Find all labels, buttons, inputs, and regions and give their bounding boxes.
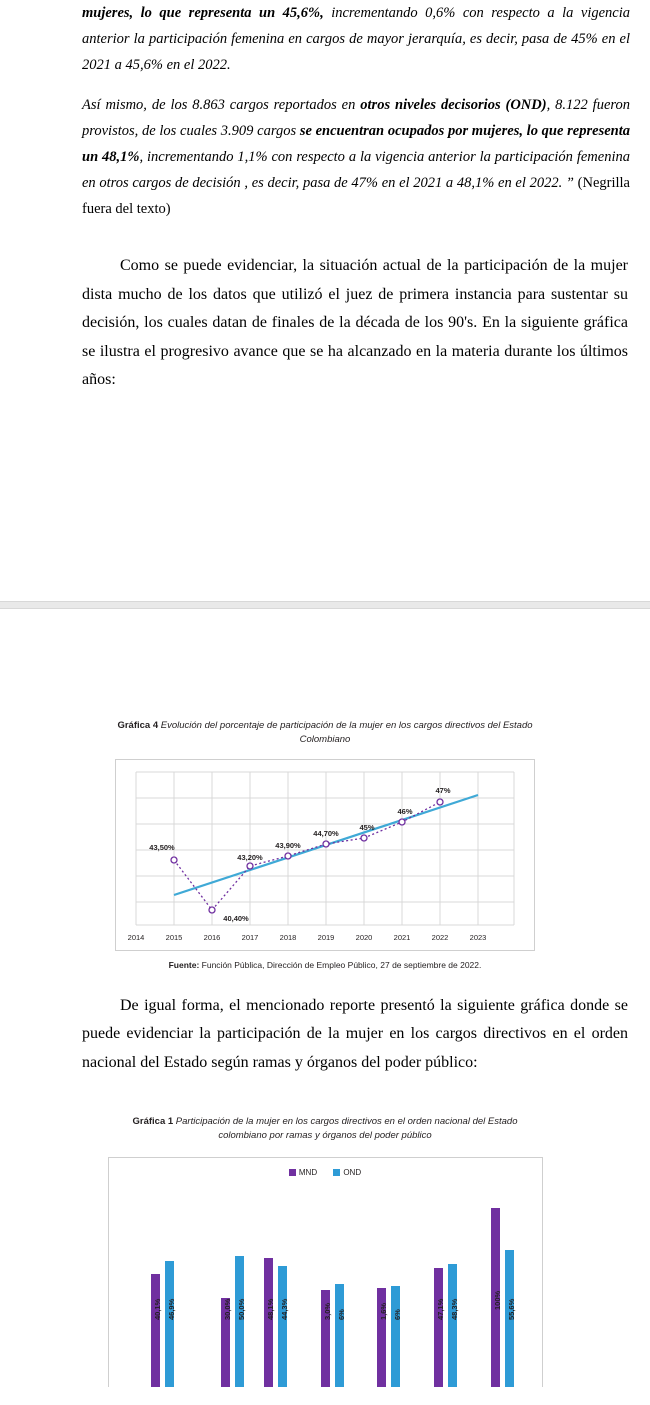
figure-2-chart bbox=[108, 1157, 543, 1387]
figure-2-caption bbox=[0, 1115, 650, 1143]
quote-2-part-3: , 8.122 fueron provistos, de los cuales 3.909 cargos bbox=[82, 97, 630, 139]
quote-1-bold-part: mujeres, lo que representa un 45,6%, bbox=[82, 5, 324, 21]
quote-paragraph-2 bbox=[82, 92, 630, 222]
svg-text:2017: 2017 bbox=[241, 932, 259, 942]
quote-paragraph-1 bbox=[82, 0, 630, 78]
body-paragraph-2-text: De igual forma, el mencionado reporte presentó la siguiente gráfica donde se puede evidenciar la participación de la mujer en los cargos directivos en el orden nacional del Estado según ramas y órganos del poder público: bbox=[82, 996, 628, 1071]
svg-text:43,90%: 43,90% bbox=[275, 840, 301, 850]
bar-ond-3 bbox=[278, 1266, 287, 1387]
figure-1-source bbox=[0, 960, 650, 970]
bar-mnd-5 bbox=[377, 1288, 386, 1387]
legend-item-mnd bbox=[289, 1168, 317, 1177]
svg-text:44,3%: 44,3% bbox=[279, 1298, 289, 1320]
quote-2-part-5: , incrementando 1,1% con respecto a la vigencia anterior la participación femenina en otros cargos de decisión , es decir, pasa de 47% en el 2021 a 48,1% en el 2022. ” bbox=[82, 149, 630, 191]
svg-text:40,1%: 40,1% bbox=[152, 1298, 162, 1320]
svg-text:6%: 6% bbox=[336, 1309, 346, 1320]
figure-2-caption-text: Participación de la mujer en los cargos directivos en el orden nacional del Estado colombiano por ramas y órganos del poder público bbox=[173, 1116, 518, 1141]
legend-label-ond: OND bbox=[343, 1168, 362, 1177]
figure-1-spacer bbox=[0, 970, 650, 992]
line-chart-svg bbox=[116, 760, 534, 950]
figure-1-source-text: Función Pública, Dirección de Empleo Público, 27 de septiembre de 2022. bbox=[199, 959, 482, 970]
svg-text:47%: 47% bbox=[435, 785, 451, 795]
svg-text:3,0%: 3,0% bbox=[322, 1302, 332, 1320]
svg-text:2014: 2014 bbox=[127, 932, 145, 942]
figure-2-legend bbox=[109, 1168, 542, 1177]
svg-text:45%: 45% bbox=[359, 822, 375, 832]
body-paragraph-1-text: Como se puede evidenciar, la situación actual de la participación de la mujer dista mucho de los datos que utilizó el juez de primera instancia para sustentar su decisión, los cuales datan de finales de la década de los 90's. En la siguiente gráfica se ilustra el progresivo avance que se ha alcanzado en la materia durante los últimos años: bbox=[82, 257, 628, 388]
legend-item-ond bbox=[333, 1168, 361, 1177]
quote-2-part-6: (Negrilla fuera del texto) bbox=[82, 175, 630, 217]
bar-chart-svg bbox=[109, 1188, 542, 1387]
figure-1-caption-text: Evolución del porcentaje de participación de la mujer en los cargos directivos del Estado Colombiano bbox=[158, 719, 533, 745]
x-axis-tick-labels bbox=[128, 933, 487, 942]
bar-mnd-1 bbox=[151, 1274, 160, 1387]
svg-text:2015: 2015 bbox=[165, 932, 183, 942]
svg-text:100%: 100% bbox=[492, 1290, 502, 1310]
legend-swatch-ond bbox=[333, 1169, 340, 1176]
bar-ond-2 bbox=[235, 1256, 244, 1387]
svg-text:48,1%: 48,1% bbox=[265, 1298, 275, 1320]
blank-space bbox=[0, 409, 650, 579]
svg-text:1,6%: 1,6% bbox=[378, 1302, 388, 1320]
paragraph-spacer bbox=[82, 236, 630, 252]
svg-text:43,50%: 43,50% bbox=[149, 842, 175, 852]
svg-text:2022: 2022 bbox=[431, 932, 449, 942]
bar-ond-5 bbox=[391, 1286, 400, 1387]
figure-1 bbox=[0, 609, 650, 970]
body-paragraph-1 bbox=[82, 252, 630, 395]
figure-1-caption bbox=[0, 719, 650, 747]
svg-text:2016: 2016 bbox=[203, 932, 221, 942]
svg-text:2018: 2018 bbox=[279, 932, 297, 942]
figure-2 bbox=[0, 1091, 650, 1387]
svg-text:2019: 2019 bbox=[317, 932, 335, 942]
bar-ond-1 bbox=[165, 1261, 174, 1387]
svg-text:43,20%: 43,20% bbox=[237, 852, 263, 862]
bar-ond-6 bbox=[448, 1264, 457, 1387]
bar-mnd-3 bbox=[264, 1258, 273, 1387]
figure-1-source-label: Fuente: bbox=[168, 959, 200, 970]
svg-text:47,1%: 47,1% bbox=[435, 1298, 445, 1320]
svg-text:40,40%: 40,40% bbox=[223, 913, 249, 923]
svg-text:30,0%: 30,0% bbox=[222, 1298, 232, 1320]
document-text-body-2 bbox=[0, 992, 650, 1078]
data-series-line bbox=[174, 802, 440, 910]
bar-data-labels bbox=[153, 1290, 516, 1320]
quote-2-part-1: Así mismo, de los 8.863 cargos reportados en bbox=[82, 97, 361, 113]
body-paragraph-2 bbox=[82, 992, 630, 1078]
svg-text:48,3%: 48,3% bbox=[449, 1298, 459, 1320]
svg-text:50,0%: 50,0% bbox=[236, 1298, 246, 1320]
svg-text:6%: 6% bbox=[392, 1309, 402, 1320]
svg-text:46%: 46% bbox=[397, 806, 413, 816]
quote-2-part-2: otros niveles decisorios (OND) bbox=[360, 97, 547, 113]
svg-text:46,9%: 46,9% bbox=[166, 1298, 176, 1320]
page-separator-band bbox=[0, 601, 650, 609]
legend-swatch-mnd bbox=[289, 1169, 296, 1176]
svg-text:2020: 2020 bbox=[355, 932, 373, 942]
bar-ond-4 bbox=[335, 1284, 344, 1387]
figure-1-caption-label: Gráfica 4 bbox=[117, 719, 159, 731]
document-text-body bbox=[0, 0, 650, 395]
figure-1-chart bbox=[115, 759, 535, 951]
legend-label-mnd: MND bbox=[298, 1168, 318, 1177]
quote-2-part-4: se encuentran ocupados por mujeres, lo que representa un 48,1% bbox=[82, 123, 630, 165]
svg-text:55,6%: 55,6% bbox=[506, 1298, 516, 1320]
chart-gridlines bbox=[136, 772, 514, 925]
svg-text:2023: 2023 bbox=[469, 932, 487, 942]
figure-2-caption-label: Gráfica 1 bbox=[132, 1116, 174, 1127]
svg-text:2021: 2021 bbox=[393, 932, 411, 942]
quote-1-italic-part: incrementando 0,6% con respecto a la vigencia anterior la participación femenina en cargos de mayor jerarquía, es decir, pasa de 45% en el 2021 a 45,6% en el 2022. bbox=[82, 5, 631, 73]
svg-text:44,70%: 44,70% bbox=[313, 828, 339, 838]
bar-mnd-6 bbox=[434, 1268, 443, 1387]
